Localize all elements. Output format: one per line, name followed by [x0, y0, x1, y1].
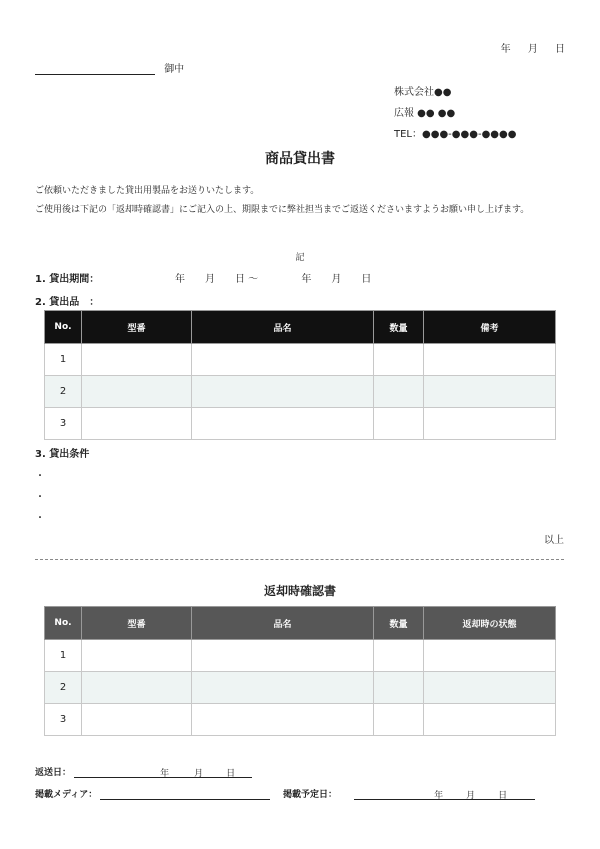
cell-no: 2	[45, 376, 82, 408]
media-row	[35, 787, 270, 800]
section-loan-period	[35, 270, 455, 285]
return-date-label: 返送日：	[35, 768, 72, 778]
table-row	[45, 344, 556, 376]
document-date	[487, 40, 565, 55]
cell-model[interactable]	[82, 408, 192, 440]
cell-model[interactable]	[82, 704, 192, 736]
page-title: 商品貸出書	[265, 151, 335, 167]
table-row	[45, 640, 556, 672]
return-date-day: 日	[226, 769, 236, 779]
return-date-year: 年	[160, 769, 170, 779]
table-row	[45, 672, 556, 704]
cell-qty[interactable]	[374, 408, 424, 440]
cell-model[interactable]	[82, 376, 192, 408]
cell-name[interactable]	[192, 376, 374, 408]
sender-department: 広報 ●● ●●	[394, 108, 456, 119]
col-note: 備考	[424, 311, 556, 344]
cell-qty[interactable]	[374, 344, 424, 376]
cell-qty[interactable]	[374, 672, 424, 704]
cell-return-state[interactable]	[424, 704, 556, 736]
condition-bullet-1: ・	[35, 471, 45, 482]
col-name: 品名	[192, 607, 374, 640]
col-no: No.	[45, 311, 82, 344]
cell-note[interactable]	[424, 376, 556, 408]
cell-note[interactable]	[424, 344, 556, 376]
ki-heading: 記	[295, 253, 305, 263]
intro-line-1: ご依頼いただきました貸出用製品をお送りいたします。	[35, 186, 260, 196]
cell-qty[interactable]	[374, 376, 424, 408]
intro-text	[35, 182, 575, 220]
conditions-list	[35, 466, 45, 529]
media-field[interactable]	[100, 788, 270, 800]
condition-bullet-2: ・	[35, 492, 45, 503]
return-date-row	[35, 765, 252, 778]
col-model: 型番	[82, 607, 192, 640]
cell-no: 1	[45, 344, 82, 376]
cell-no: 3	[45, 408, 82, 440]
cell-model[interactable]	[82, 672, 192, 704]
recipient-suffix: 御中	[164, 64, 185, 75]
date-month: 月	[527, 44, 538, 55]
cell-name[interactable]	[192, 704, 374, 736]
cell-no: 1	[45, 640, 82, 672]
cell-name[interactable]	[192, 344, 374, 376]
table-row	[45, 408, 556, 440]
return-items-table	[44, 606, 556, 736]
return-date-month: 月	[194, 769, 204, 779]
planned-date-year: 年	[434, 791, 444, 801]
cell-return-state[interactable]	[424, 640, 556, 672]
intro-line-2: ご使用後は下記の「返却時確認書」にご記入の上、期限までに弊社担当までご返送くださいますようお願い申し上げます。	[35, 205, 530, 215]
cell-model[interactable]	[82, 640, 192, 672]
col-return-state: 返却時の状態	[424, 607, 556, 640]
recipient-line	[35, 64, 155, 75]
col-name: 品名	[192, 311, 374, 344]
loan-items-table	[44, 310, 556, 440]
cell-qty[interactable]	[374, 640, 424, 672]
return-form-title: 返却時確認書	[263, 584, 336, 598]
cell-return-state[interactable]	[424, 672, 556, 704]
closing-mark: 以上	[544, 535, 564, 546]
condition-bullet-3: ・	[35, 513, 45, 524]
planned-date-row	[283, 787, 535, 800]
cell-note[interactable]	[424, 408, 556, 440]
planned-date-field[interactable]	[354, 788, 535, 800]
cell-no: 3	[45, 704, 82, 736]
sender-company: 株式会社●●	[394, 87, 452, 98]
sender-block	[394, 82, 516, 145]
table-row	[45, 376, 556, 408]
cell-name[interactable]	[192, 408, 374, 440]
return-date-field[interactable]	[74, 766, 252, 778]
loan-period-label: 1. 貸出期間：	[35, 274, 100, 285]
section-loan-conditions: 3. 貸出条件	[35, 449, 90, 460]
col-no: No.	[45, 607, 82, 640]
cell-name[interactable]	[192, 672, 374, 704]
cell-model[interactable]	[82, 344, 192, 376]
media-label: 掲載メディア：	[35, 790, 98, 800]
planned-date-label: 掲載予定日：	[283, 790, 338, 800]
loan-period-value: 年 月 日 ～ 年 月 日	[175, 274, 372, 285]
col-qty: 数量	[374, 311, 424, 344]
recipient	[35, 60, 184, 75]
planned-date-month: 月	[466, 791, 476, 801]
col-qty: 数量	[374, 607, 424, 640]
table-row	[45, 704, 556, 736]
section-loan-items: 2. 貸出品 ：	[35, 297, 100, 308]
planned-date-day: 日	[498, 791, 508, 801]
table-header-row	[45, 311, 556, 344]
date-year: 年	[500, 44, 511, 55]
cut-line-divider	[35, 559, 564, 560]
cell-no: 2	[45, 672, 82, 704]
table-header-row	[45, 607, 556, 640]
date-day: 日	[555, 44, 565, 55]
sender-tel: TEL：●●●-●●●-●●●●	[394, 129, 517, 140]
col-model: 型番	[82, 311, 192, 344]
cell-name[interactable]	[192, 640, 374, 672]
cell-qty[interactable]	[374, 704, 424, 736]
